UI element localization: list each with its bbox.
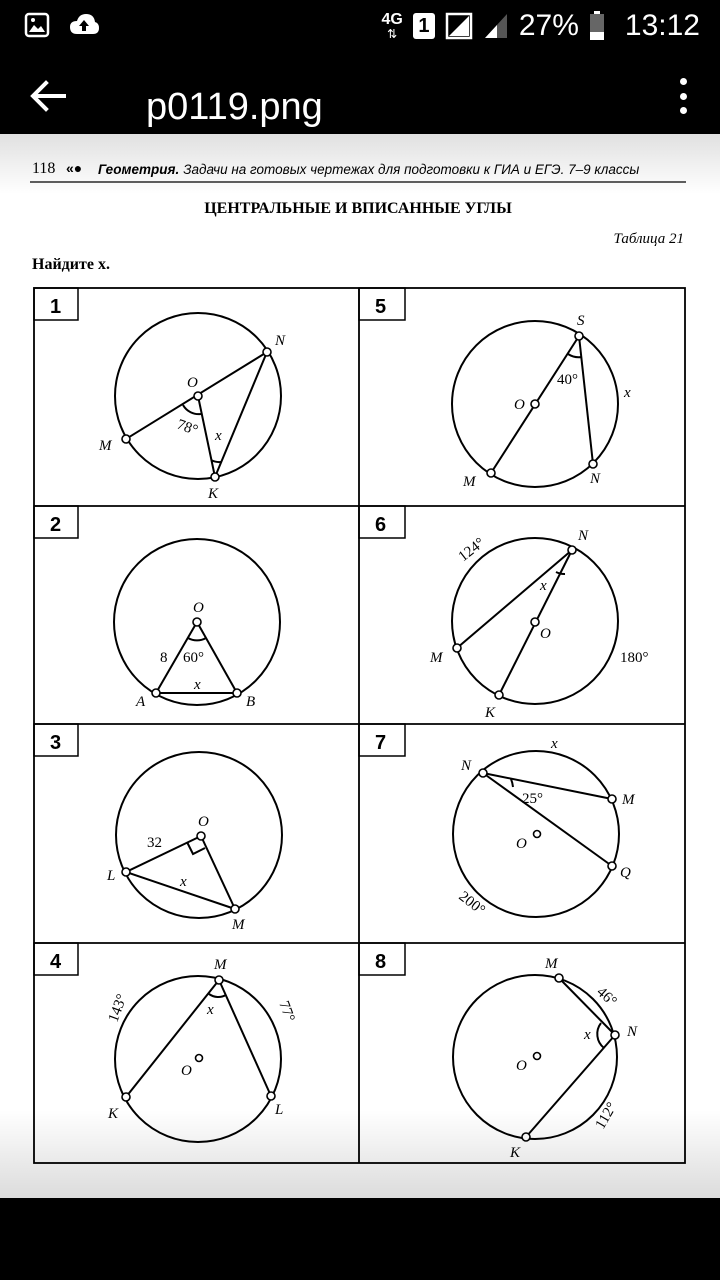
panel-6-x: x: [540, 578, 547, 594]
panel-1-x: x: [215, 428, 222, 444]
panel-5-angle: 40°: [557, 372, 578, 388]
panel-4-number: 4: [50, 951, 62, 973]
sim-slot-number: 1: [418, 14, 430, 37]
task-text: Найдите x.: [32, 256, 110, 273]
worksheet-image: [0, 134, 720, 1198]
panel-7-label-q: Q: [620, 865, 631, 881]
panel-7-arc: 200°: [455, 888, 488, 919]
panel-1-label-k: K: [208, 486, 219, 502]
panel-1-angle: 78°: [174, 416, 200, 439]
cloud-upload-icon: [68, 12, 100, 38]
panel-8-label-o: O: [516, 1058, 527, 1074]
battery-percent: 27%: [518, 9, 579, 42]
panel-3-label-l: L: [107, 868, 116, 884]
network-type: 4G: [381, 11, 403, 28]
arrow-back-icon: [30, 80, 66, 112]
panel-5-label-o: O: [514, 397, 525, 413]
panel-1-label-n: N: [275, 333, 286, 349]
sim-slot-badge: [413, 13, 435, 39]
panel-4-x: x: [207, 1002, 214, 1018]
panel-1-number: 1: [50, 296, 62, 318]
panel-2-label-o: O: [193, 600, 204, 616]
panel-4-arc2: 77°: [275, 998, 298, 1025]
panel-7-label-o: O: [516, 836, 527, 852]
image-viewer[interactable]: [0, 134, 720, 1198]
panel-8-x: x: [584, 1027, 591, 1043]
status-bar: [0, 0, 720, 56]
panel-6-arc1: 124°: [455, 534, 488, 566]
section-title: ЦЕНТРАЛЬНЫЕ И ВПИСАННЫЕ УГЛЫ: [204, 200, 512, 217]
gallery-notification-icon: [24, 12, 50, 38]
panel-6-number: 6: [375, 514, 387, 536]
clock: 13:12: [624, 9, 700, 42]
bottom-shadow: [0, 1110, 720, 1198]
panel-4-arc1: 143°: [105, 992, 131, 1025]
back-button[interactable]: [22, 70, 74, 122]
panel-3-x: x: [180, 874, 187, 890]
panel-3-number: 3: [50, 732, 62, 754]
battery-icon: [589, 11, 605, 41]
panel-7-label-m: M: [622, 792, 635, 808]
panel-7-angle: 25°: [522, 791, 543, 807]
panel-8-arc1: 46°: [593, 984, 620, 1011]
panel-5-label-n: N: [590, 471, 601, 487]
panel-6-label-m: M: [430, 650, 443, 666]
panel-7-number: 7: [375, 732, 387, 754]
panel-2-angle: 60°: [183, 650, 204, 666]
app-bar: [0, 56, 720, 134]
panel-6-label-n: N: [578, 528, 589, 544]
panel-3-label-m: M: [232, 917, 245, 933]
panel-2-side: 8: [160, 650, 168, 666]
table-label: Таблица 21: [613, 231, 684, 247]
file-title: p0119.png: [146, 86, 323, 128]
panel-2-label-a: A: [136, 694, 146, 710]
panel-5-x: x: [624, 385, 631, 401]
panel-7-x: x: [551, 736, 558, 752]
panel-2-label-b: B: [246, 694, 256, 710]
signal-sim1-icon: [445, 12, 473, 40]
panel-6-arc2: 180°: [620, 650, 649, 666]
panel-1-label-m: M: [99, 438, 112, 454]
panel-5-number: 5: [375, 296, 387, 318]
panel-2-x: x: [194, 677, 201, 693]
panel-8-label-n: N: [627, 1024, 638, 1040]
bottom-bar: [0, 1198, 720, 1280]
panel-6-label-k: K: [485, 705, 496, 721]
panel-5-label-m: M: [463, 474, 476, 490]
overflow-menu-button[interactable]: [668, 74, 698, 118]
panel-1-label-o: O: [187, 375, 198, 391]
data-arrows-icon: ⇅: [387, 27, 398, 41]
panel-4-label-m: M: [214, 957, 227, 973]
panel-3-side: 32: [147, 835, 162, 851]
panel-8-number: 8: [375, 951, 387, 973]
panel-5-label-s: S: [577, 313, 585, 329]
panel-2-number: 2: [50, 514, 62, 536]
panel-3-label-o: O: [198, 814, 209, 830]
top-shadow: [0, 134, 720, 194]
panel-6-label-o: O: [540, 626, 551, 642]
panel-4-label-o: O: [181, 1063, 192, 1079]
panel-8-label-m: M: [545, 956, 558, 972]
signal-strength-icon: [483, 12, 509, 40]
more-vert-icon: [680, 78, 687, 85]
panel-7-label-n: N: [461, 758, 472, 774]
